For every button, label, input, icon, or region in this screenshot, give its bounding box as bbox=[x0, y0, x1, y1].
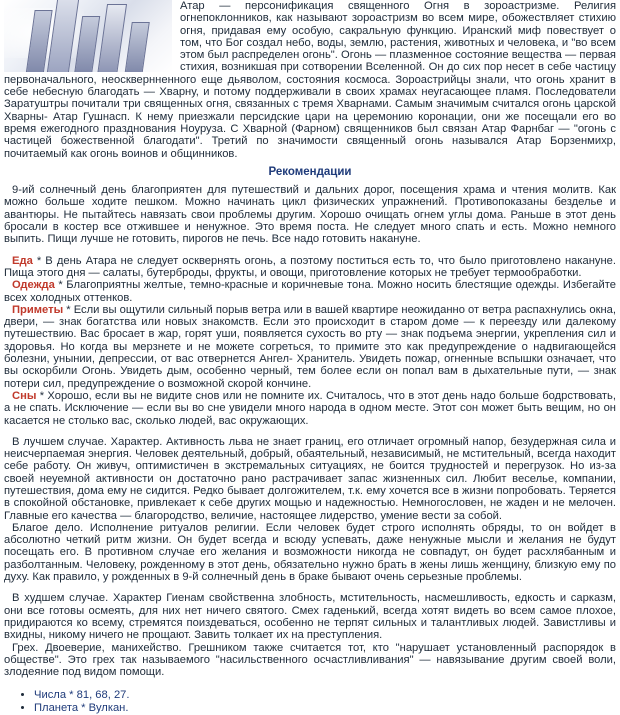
food-label: Еда bbox=[12, 254, 33, 267]
worst-case-paragraph: В худшем случае. Характер Гиенам свойственна злобность, мстительность, насмешливость, едкость и сарказм, они все готовы осмеять, для них нет ничего святого. Смех гаденький, всегда хотят видеть во всем самое плохое, придираются ко всему, стремятся поиздеваться, особенно не терпят сильных и талантливых людей. Завистливы и вхидны, никому ничего не прощают. Завить толкает их на преступления. bbox=[4, 592, 616, 642]
omens-recommendation bbox=[4, 304, 616, 390]
header-image bbox=[4, 0, 172, 72]
general-recommendation: 9-ий солнечный день благоприятен для путешествий и дальних дорог, посещения храма и чтения молитв. Как можно больше ходите пешком. Можно начинать цикл физических упражнений. Противопоказаны безделье и авантюры. Не пытайтесь навязать свои проблемы другим. Хорошо очищать огнем углы дома. Раньше в этот день бросали в костер все отжившее и ненужное. Это время поста. Не следует много спать и есть. Можно немного выпить. Пищи лучше не готовить, пирогов не печь. Все надо готовить накануне. bbox=[4, 184, 616, 246]
good-deed-paragraph: Благое дело. Исполнение ритуалов религии. Если человек будет строго исполнять обряды, то он войдет в абсолютно четкий ритм жизни. Он будет всегда и всюду успевать, даже ненужные мысли и желания не будут посещать его. В противном случае его желания и возможности никогда не совпадут, он будет расхлябанным и разболтанным. Человеку, рожденному в этот день, обязательно нужно брать в жены лишь женщину, близкую ему по духу. Как правило, у рожденных в 9-й солнечный день в браке бывают очень серьезные проблемы. bbox=[4, 521, 616, 584]
dreams-text: * Хорошо, если вы не видите снов или не помните их. Считалось, что в этот день надо больше бодрствовать, а не спать. Исключение — если вы во сне увидели много народа в одном месте. Этот сон может быть вещим, но он касается не столько вас, сколько людей, вас окружающих. bbox=[4, 389, 616, 427]
intro-section bbox=[4, 0, 616, 160]
section-heading: Рекомендации bbox=[268, 165, 352, 178]
food-text: * В день Атара не следует осквернять огонь, а поэтому поститься есть то, что было приготовлено накануне. Пища этого дня — салаты, бутерброды, фрукты, и овощи, приготовление которых не требует термообработки. bbox=[4, 254, 616, 279]
clothes-text: * Благоприятны желтые, темно-красные и коричневые тона. Можно носить блестящие одежды. Избегайте всех холодных оттенков. bbox=[4, 279, 616, 304]
list-item[interactable]: • Планета * Вулкан. bbox=[34, 702, 616, 715]
intro-text: Атар — персонификация священного Огня в зороастризме. Религия огнепоклонников, как называют зороастризм во всем мире, обожествляет стихию огня, придавая ему особую, сакральную функцию. Иранский миф повествует о том, что Бог создал небо, воды, землю, растения, животных и человека, и "во всем этом был распределен огонь". Огонь — плазменное состояние вещества — первая стихия, возникшая при сотворении Вселенной. Он до сих пор несет в себе частицу первоначального, неосквернненного еще дьяволом, состояния космоса. Зороастрийцы знали, что огонь хранит в себе небесную благодать — Хварну, и потому поддерживали в своих храмах неугасающее пламя. Последователи Заратуштры почитали три священных огня, связанных с тремя Хварнами. Самым значимым считался огонь царской Хварны- Атар Гушнасп. К нему приезжали персидские цари на церемонию коронации, они же посещали его во время ежегодного празднования Ноуруза. С Хварной (Фарном) священников был связан Атар Фарнбаг — "огонь с частицей божественной благодати". Третий по значимости священный огонь назывался Атар Борзенмихр, почитаемый как огонь воинов и общинников. bbox=[4, 0, 616, 160]
clothes-recommendation bbox=[4, 279, 616, 304]
food-recommendation bbox=[4, 255, 616, 280]
list-item[interactable]: • Числа * 81, 68, 27. bbox=[34, 689, 616, 702]
clothes-label: Одежда bbox=[12, 279, 55, 292]
omens-text: * Если вы ощутили сильный порыв ветра или в вашей квартире неожиданно от ветра распахнулись окна, двери, — знак богатства или новых знакомств. Если это происходит в старом доме — к переезду или далекому путешествию. Вас бросает в жар, горят уши, появляется сухость во рту — знак подъема энергии, укрепления сил и здоровья. Но когда вы мерзнете и не можете согреться, то примите это как предупреждение о надвигающейся болезни, унынии, депрессии, от вас отвернется Ангел- Хранитель. Увидеть пожар, огненные вспышки означает, что вы оскорбили Огонь. Увидеть дым, особенно черный, тем более если он попал вам в дыхательные пути, — знак потери сил, предупреждение о возможной скорой кончине. bbox=[4, 303, 616, 390]
omens-label: Приметы bbox=[12, 303, 64, 316]
dreams-label: Сны bbox=[12, 389, 37, 402]
dreams-recommendation bbox=[4, 390, 616, 427]
sin-paragraph: Грех. Двоеверие, манихейство. Грешником также считается тот, кто "нарушает установленный распорядок в обществе". Это грех так называемого "насильственного осчастливливания" — навязывание другим своей воли, злодеяние под видом помощи. bbox=[4, 641, 616, 679]
related-links-list bbox=[4, 689, 616, 715]
best-case-paragraph: В лучшем случае. Характер. Активность льва не знает границ, его отличает огромный напор, безудержная сила и неисчерпаемая энергия. Человек деятельный, добрый, обаятельный, независимый, не мстительный, всегда находит себе работу. Он живуч, оптимистичен в экстремальных ситуациях, не боится трудностей и перегрузок. Но из-за своей неуемной активности он достаточно рано растрачивает запас жизненных сил. Любит веселье, компании, путешествия, дома ему не сидится. Редко бывает долгожителем, т.к. ему хочется все в жизни попробовать. Теряется в спокойной обстановке, привлекает к себе других мощью и надежностью. Немногословен, не жаден и не мелочен. Главные его качества — благородство, величие, настоящее лидерство, умение вести за собой. bbox=[4, 435, 616, 522]
